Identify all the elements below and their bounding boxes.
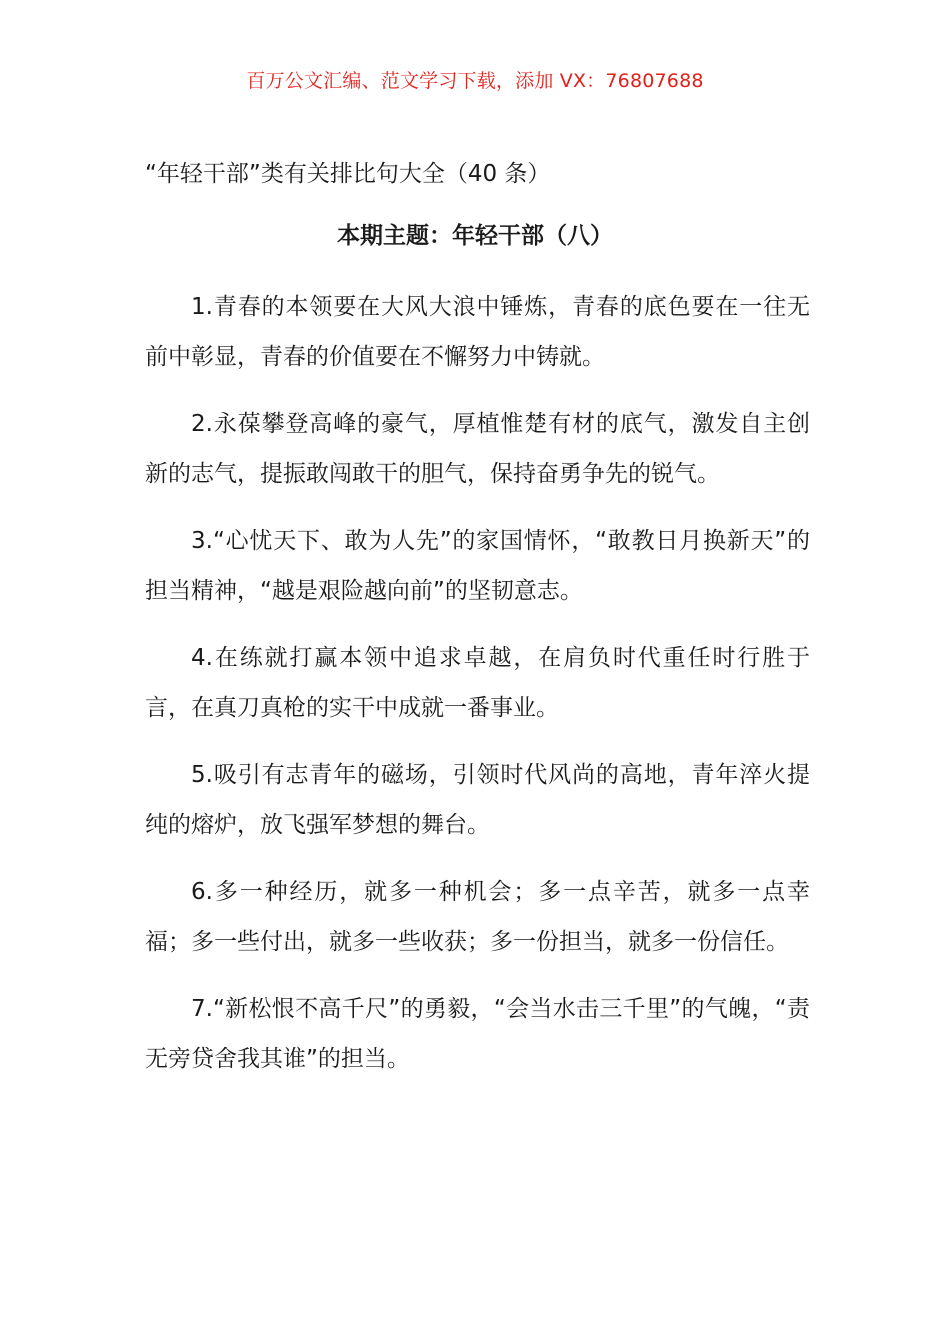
- list-item-6: 6.多一种经历，就多一种机会；多一点辛苦，就多一点幸福；多一些付出，就多一些收获；多一份担当，就多一份信任。: [145, 879, 810, 955]
- list-item-5: 5.吸引有志青年的磁场，引领时代风尚的高地，青年淬火提纯的熔炉，放飞强军梦想的舞台。: [145, 762, 810, 838]
- list-item-2: 2.永葆攀登高峰的豪气，厚植惟楚有材的底气，激发自主创新的志气，提振敢闯敢干的胆气，保持奋勇争先的锐气。: [145, 411, 810, 487]
- document-subtitle: 本期主题：年轻干部（八）: [337, 223, 613, 249]
- sentence-list: [145, 282, 810, 1101]
- header-watermark-note: 百万公文汇编、范文学习下载，添加 VX：76807688: [246, 70, 704, 92]
- list-item-1: 1.青春的本领要在大风大浪中锤炼，青春的底色要在一往无前中彰显，青春的价值要在不懈努力中铸就。: [145, 294, 810, 370]
- list-item-4: 4.在练就打赢本领中追求卓越，在肩负时代重任时行胜于言，在真刀真枪的实干中成就一番事业。: [145, 645, 810, 721]
- list-item-7: 7.“新松恨不高千尺”的勇毅，“会当水击三千里”的气魄，“责无旁贷舍我其谁”的担当。: [145, 996, 810, 1072]
- list-item-3: 3.“心忧天下、敢为人先”的家国情怀，“敢教日月换新天”的担当精神，“越是艰险越向前”的坚韧意志。: [145, 528, 810, 604]
- document-title: “年轻干部”类有关排比句大全（40 条）: [145, 161, 551, 187]
